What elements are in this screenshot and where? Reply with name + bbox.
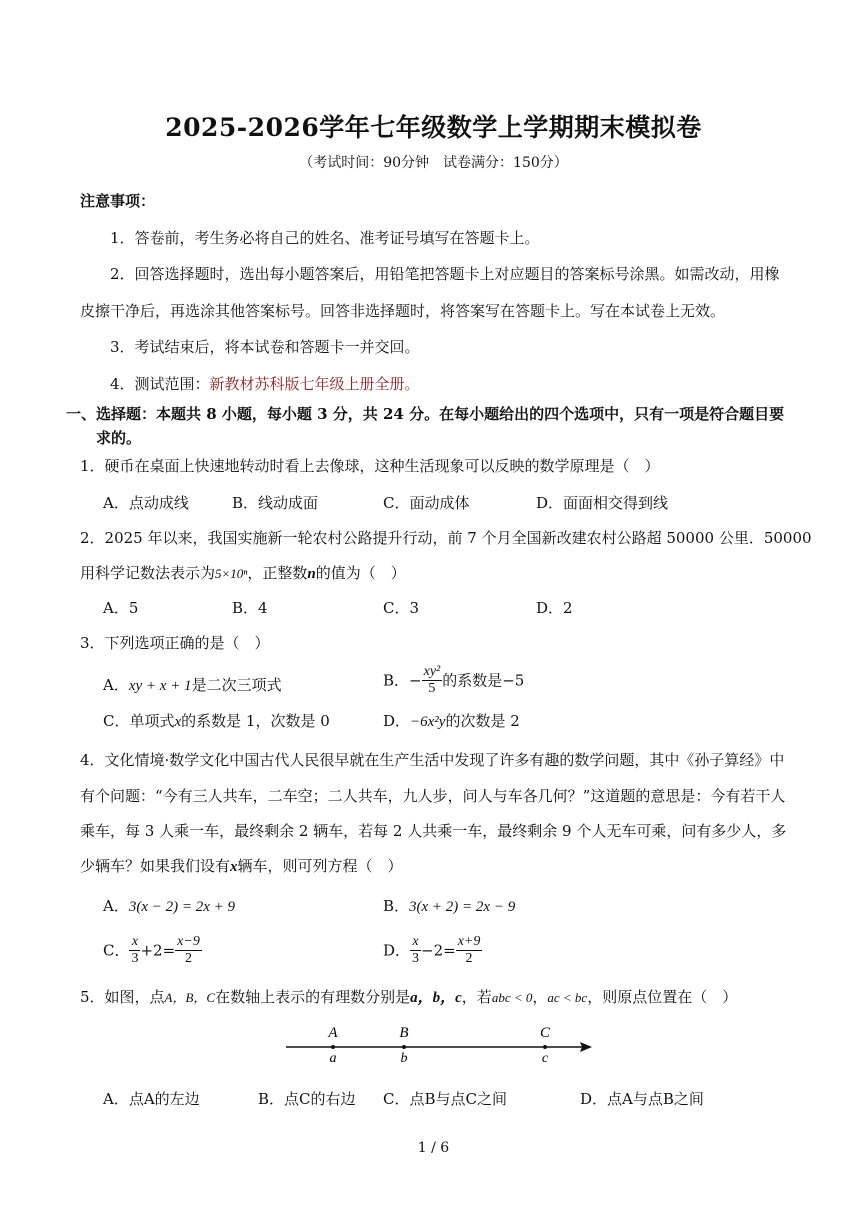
q2-option-b: B．4 — [232, 599, 268, 617]
q4-variable: x — [230, 859, 238, 875]
q2-option-a: A．5 — [103, 599, 139, 617]
exam-info: （考试时间：90分钟 试卷满分：150分） — [299, 155, 568, 171]
q4-d-label: D． — [383, 941, 411, 960]
q5-text-5: ，则原点位置在（ ） — [587, 988, 738, 1006]
number-line-value-c: c — [541, 1051, 549, 1066]
q4-stem-line3: 乘车，每 3 人乘一车，最终剩余 2 辆车，若每 2 人共乘一车，最终剩余 9 个人无车可乘，问有多少人，多 — [80, 822, 787, 840]
q3-b-label: B． — [383, 671, 410, 690]
q3-option-a — [103, 676, 282, 695]
number-line-point-A — [331, 1045, 335, 1049]
q3-c-label: C．单项式 — [103, 712, 175, 730]
q5-option-b: B．点C的右边 — [258, 1090, 356, 1108]
section-1-header-cont: 求的。 — [96, 429, 142, 447]
number-line-label-B: B — [399, 1025, 409, 1041]
number-line-value-a: a — [329, 1051, 337, 1066]
q2-expression: 5×10ⁿ — [215, 566, 248, 581]
q4-option-c — [103, 934, 202, 967]
q3-b-denominator: 5 — [428, 681, 436, 696]
q4-d-denominator-2: 2 — [465, 951, 473, 966]
q4-c-denominator-1: 3 — [131, 951, 139, 966]
q2-text-2: ，正整数 — [247, 564, 308, 582]
q3-stem: 3．下列选项正确的是（ ） — [80, 634, 270, 652]
note-4 — [110, 375, 420, 393]
q2-stem-line1: 2．2025 年以来，我国实施新一轮农村公路提升行动，前 7 个月全国新改建农村公路超 50000 公里．50000 — [80, 529, 812, 547]
q4-text: 少辆车？如果我们设有 — [80, 857, 231, 875]
q5-text-2: 在数轴上表示的有理数分别是 — [215, 988, 411, 1006]
q3-d-text: 的次数是 2 — [445, 712, 520, 730]
note-2-line2: 皮擦干净后，再选涂其他答案标号。回答非选择题时，将答案写在答题卡上。写在本试卷上无效。 — [80, 302, 726, 320]
q3-option-d — [383, 712, 520, 731]
q3-b-text: 的系数是−5 — [442, 671, 525, 690]
notes-heading: 注意事项： — [80, 192, 156, 210]
q4-a-label: A． — [103, 897, 129, 915]
q5-text: 5．如图，点 — [80, 988, 165, 1006]
q5-option-d: D．点A与点B之间 — [580, 1090, 704, 1108]
number-line-point-B — [402, 1045, 406, 1049]
q3-b-minus: − — [409, 671, 422, 690]
q4-stem-line1: 4．文化情境·数学文化中国古代人民很早就在生产生活中发现了许多有趣的数学问题，其中《孙子算经》中 — [80, 751, 785, 769]
q4-stem-line4 — [80, 857, 403, 876]
q2-text: 用科学记数法表示为 — [80, 564, 216, 582]
q3-b-fraction — [422, 664, 443, 697]
q4-d-fraction-1 — [410, 934, 421, 967]
q1-option-b: B．线动成面 — [232, 494, 319, 512]
q2-variable: n — [307, 566, 316, 582]
q4-c-numerator-2: x−9 — [177, 934, 200, 949]
q3-a-text: 是二次三项式 — [191, 676, 282, 694]
page-number: 1 / 6 — [417, 1140, 450, 1156]
q4-option-a — [103, 897, 235, 916]
q3-option-c — [103, 712, 330, 731]
q3-d-label: D． — [383, 712, 411, 730]
q4-c-numerator-1: x — [129, 934, 140, 951]
q1-option-d: D．面面相交得到线 — [536, 494, 669, 512]
q3-d-expression: −6x²y — [410, 714, 446, 730]
q5-values: a，b，c — [410, 990, 462, 1006]
q1-option-c: C．面动成体 — [383, 494, 470, 512]
q3-c-variable: x — [174, 714, 182, 730]
q3-a-expression: xy + x + 1 — [128, 678, 192, 694]
q4-b-equation: 3(x + 2) = 2x − 9 — [409, 899, 516, 915]
q4-text-2: 辆车，则可列方程（ ） — [237, 857, 403, 875]
q4-c-middle: +2= — [140, 941, 176, 960]
q4-c-fraction-1 — [129, 934, 140, 967]
q4-c-fraction-2 — [175, 934, 202, 967]
q5-number-line — [280, 1018, 600, 1068]
q4-stem-line2: 有个问题：“今有三人共车，二车空；二人共车，九人步，问人与车各几何？”这道题的意思是：今有若干人 — [80, 787, 786, 805]
q5-option-c: C．点B与点C之间 — [383, 1090, 507, 1108]
q4-b-label: B． — [383, 897, 410, 915]
q2-stem-line2 — [80, 564, 406, 583]
number-line-value-b: b — [400, 1051, 408, 1066]
q4-d-denominator-1: 3 — [412, 951, 420, 966]
note-2-line1: 2．回答选择题时，选出每小题答案后，用铅笔把答题卡上对应题目的答案标号涂黑。如需改动，用橡 — [110, 265, 780, 283]
q2-text-3: 的值为（ ） — [315, 564, 406, 582]
q4-a-equation: 3(x − 2) = 2x + 9 — [128, 899, 236, 915]
note-4-prefix: 4．测试范围： — [110, 375, 210, 393]
q4-d-numerator-2: x+9 — [457, 934, 481, 949]
page-title: 2025-2026学年七年级数学上学期期末模拟卷 — [165, 113, 702, 142]
q3-option-b — [383, 664, 524, 697]
q4-d-middle: −2= — [421, 941, 456, 960]
note-4-scope: 新教材苏科版七年级上册全册。 — [209, 375, 420, 393]
q5-text-4: ， — [532, 988, 548, 1006]
number-line-label-C: C — [539, 1025, 551, 1041]
number-line-point-C — [543, 1045, 547, 1049]
q4-c-label: C． — [103, 941, 130, 960]
q1-option-a: A．点动成线 — [103, 494, 189, 512]
q4-option-d — [383, 934, 482, 967]
note-3: 3．考试结束后，将本试卷和答题卡一并交回。 — [110, 338, 420, 356]
number-line-label-A: A — [328, 1025, 338, 1041]
section-1-header: 一、选择题：本题共 8 小题，每小题 3 分，共 24 分。在每小题给出的四个选项中，只有一项是符合题目要 — [66, 405, 785, 423]
q4-c-denominator-2: 2 — [185, 951, 192, 966]
q4-option-b — [383, 897, 515, 916]
q1-stem: 1．硬币在桌面上快速地转动时看上去像球，这种生活现象可以反映的数学原理是（ ） — [80, 457, 660, 475]
q5-stem — [80, 988, 737, 1007]
q2-option-c: C．3 — [383, 599, 420, 617]
q3-a-label: A． — [103, 676, 129, 694]
q2-option-d: D．2 — [536, 599, 573, 617]
note-1: 1．答卷前，考生务必将自己的姓名、准考证号填写在答题卡上。 — [110, 229, 540, 247]
q4-d-numerator-1: x — [410, 934, 421, 951]
q5-text-3: ，若 — [461, 988, 492, 1006]
q4-d-fraction-2 — [456, 934, 483, 967]
q3-c-text: 的系数是 1，次数是 0 — [181, 712, 330, 730]
q5-condition-2: ac < bc — [547, 990, 588, 1005]
q5-condition-1: abc < 0 — [491, 990, 533, 1005]
q3-b-numerator: xy² — [423, 664, 441, 679]
q5-option-a: A．点A的左边 — [103, 1090, 200, 1108]
q5-points: A，B，C — [164, 990, 216, 1005]
